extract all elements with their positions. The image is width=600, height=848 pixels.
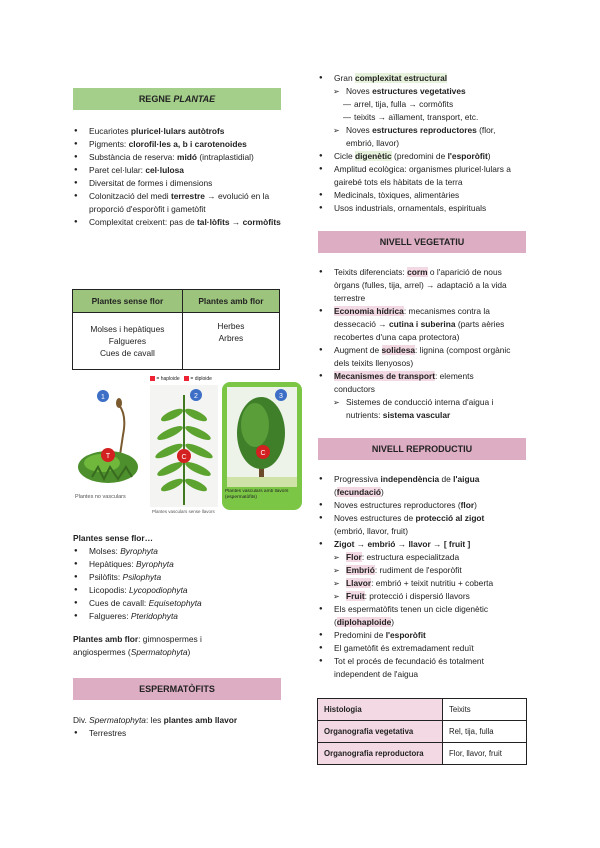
sense-flor-title: Plantes sense flor… (73, 533, 154, 543)
right-top-list (318, 72, 530, 215)
list-item: ➢ Llavor: embrió + teixit nutritiu + coberta (318, 577, 530, 590)
regne-title-b: PLANTAE (173, 94, 216, 104)
legend: = haploide = diploide (150, 376, 212, 383)
espermatofits-header: ESPERMATÒFITS (73, 678, 281, 700)
list-item: ● Usos industrials, ornamentals, espirituals (318, 202, 530, 215)
reproductiu-header: NIVELL REPRODUCTIU (318, 438, 526, 460)
espermatofits-list (73, 727, 283, 740)
list-item: ● Diversitat de formes i dimensions (73, 177, 283, 190)
list-item: ● Complexitat creixent: pas de tal·lòfits → cormòfits (73, 216, 283, 229)
list-item: ● Licopodis: Lycopodiophyta (73, 584, 283, 597)
tree-image (221, 381, 303, 511)
list-item: ● Medicinals, tòxiques, alimentàries (318, 189, 530, 202)
vegetatiu-header: NIVELL VEGETATIU (318, 231, 526, 253)
list-item: ● Amplitud ecològica: organismes pluricel·lulars a gairebé tots els hàbitats de la terra (318, 163, 530, 189)
table-cell: Molses i hepàtiques Falgueres Cues de cavall (73, 313, 183, 370)
svg-text:3: 3 (279, 393, 283, 400)
regne-title-a: REGNE (138, 94, 174, 104)
table-cell: Organografia reproductora (318, 743, 443, 765)
table-cell: Histologia (318, 699, 443, 721)
list-item: ● Economia hídrica: mecanismes contra la dessecació → cutina i suberina (parts aèries recobertes d'una capa protectora) (318, 305, 530, 344)
reproductiu-list (318, 473, 530, 681)
haploid-swatch (150, 376, 155, 381)
table-cell: Rel, tija, fulla (443, 721, 527, 743)
list-item: ● Psilòfits: Psilophyta (73, 571, 283, 584)
list-item: ● Teixits diferenciats: corm o l'aparició de nous òrgans (fulles, tija, arrel) → adaptació a la vida terrestre (318, 266, 530, 305)
list-item: ● Substància de reserva: midó (intraplastidial) (73, 151, 283, 164)
list-item: ● Pigments: clorofil·les a, b i carotenoides (73, 138, 283, 151)
list-item: ● Cues de cavall: Equisetophyta (73, 597, 283, 610)
table-header: Plantes sense flor (73, 290, 183, 313)
table-cell: Teixits (443, 699, 527, 721)
list-item: ● Gran complexitat estructural (318, 72, 530, 85)
sense-flor-list (73, 545, 283, 623)
list-item: ➢ Sistemes de conducció interna d'aigua i nutrients: sistema vascular (318, 396, 530, 422)
regne-header (73, 88, 281, 110)
list-item: — teixits → aïllament, transport, etc. (318, 111, 530, 124)
list-item: ● Noves estructures reproductores (flor) (318, 499, 530, 512)
vegetatiu-list (318, 266, 530, 422)
list-item: ● El gametòfit és extremadament reduït (318, 642, 530, 655)
list-item: ➢ Noves estructures reproductores (flor, embrió, llavor) (318, 124, 530, 150)
list-item: ● Tot el procés de fecundació és totalment independent de l'aigua (318, 655, 530, 681)
list-item: ● Mecanismes de transport: elements conductors (318, 370, 530, 396)
diploid-swatch (184, 376, 189, 381)
table-cell: Herbes Arbres (182, 313, 279, 370)
list-item: ● Els espermatòfits tenen un cicle digenètic (diplohaploide) (318, 603, 530, 629)
list-item: ➢ Embrió: rudiment de l'esporòfit (318, 564, 530, 577)
table-row (318, 699, 527, 721)
svg-text:Plantes no vasculars: Plantes no vasculars (75, 494, 126, 500)
table-row (318, 721, 527, 743)
list-item: — arrel, tija, fulla → cormòfits (318, 98, 530, 111)
svg-text:C: C (181, 454, 187, 461)
table-cell: Flor, llavor, fruit (443, 743, 527, 765)
list-item: ● Terrestres (73, 727, 283, 740)
table-cell: Organografia vegetativa (318, 721, 443, 743)
svg-text:C: C (260, 450, 266, 457)
amb-flor-text: Plantes amb flor: gimnospermes i angiospermes (Spermatophyta) (73, 634, 202, 657)
summary-table (317, 698, 527, 765)
flower-table (72, 289, 280, 370)
svg-text:T: T (105, 453, 111, 460)
list-item: ● Colonització del medi terrestre → evolució en la proporció d'esporòfit i gametòfit (73, 190, 283, 216)
list-item: ● Predomini de l'esporòfit (318, 629, 530, 642)
tree-caption: Plantes vasculars amb llavors (espermatòfits) (225, 489, 289, 500)
list-item: ● Eucariotes pluricel·lulars autòtrofs (73, 125, 283, 138)
list-item: ➢ Fruit: protecció i dispersió llavors (318, 590, 530, 603)
svg-text:2: 2 (194, 393, 198, 400)
list-item: ● Falgueres: Pteridophyta (73, 610, 283, 623)
list-item: ● Zigot → embrió → llavor → [ fruit ] (318, 538, 530, 551)
list-item: ● Augment de solidesa: lignina (compost orgànic dels teixits llenyosos) (318, 344, 530, 370)
svg-text:Plantes vasculars sense llavor: Plantes vasculars sense llavors (152, 509, 215, 514)
list-item: ● Hepàtiques: Byrophyta (73, 558, 283, 571)
moss-image (72, 385, 146, 503)
list-item: ● Noves estructures de protecció al zigot (embrió, llavor, fruit) (318, 512, 530, 538)
list-item: ➢ Flor: estructura especialitzada (318, 551, 530, 564)
svg-text:1: 1 (101, 394, 105, 401)
fern-image (150, 385, 218, 520)
table-header: Plantes amb flor (182, 290, 279, 313)
regne-list (73, 125, 283, 229)
espermatofits-line: Div. Spermatophyta: les plantes amb llavor (73, 715, 238, 725)
table-row (318, 743, 527, 765)
list-item: ● Paret cel·lular: cel·lulosa (73, 164, 283, 177)
list-item: ➢ Noves estructures vegetatives (318, 85, 530, 98)
list-item: ● Molses: Byrophyta (73, 545, 283, 558)
list-item: ● Progressiva independència de l'aigua (fecundació) (318, 473, 530, 499)
list-item: ● Cicle digenètic (predomini de l'esporòfit) (318, 150, 530, 163)
